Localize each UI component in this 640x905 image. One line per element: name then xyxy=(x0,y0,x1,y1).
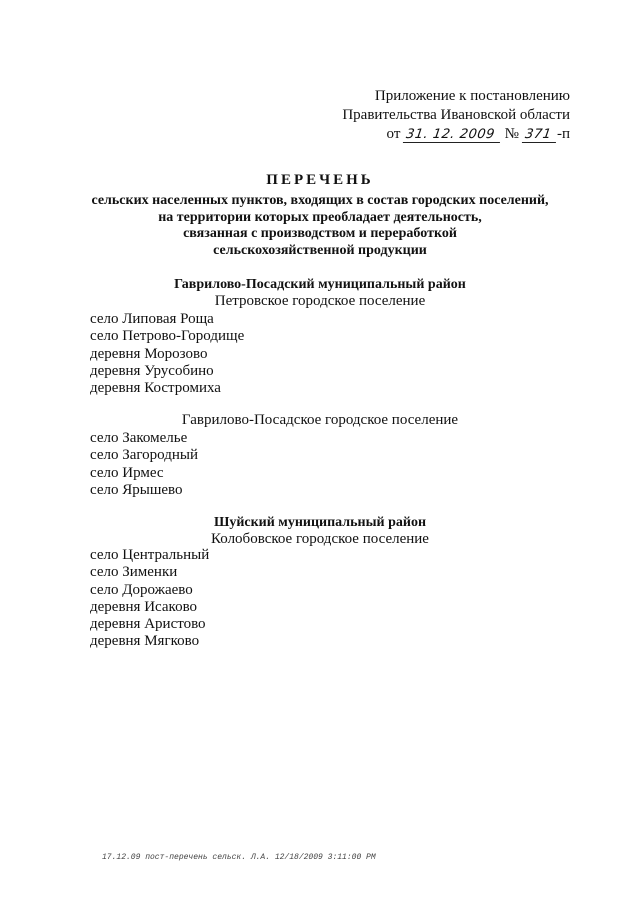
subtitle-line-4: сельскохозяйственной продукции xyxy=(213,242,427,258)
settlement-heading: Колобовское городское поселение xyxy=(211,531,429,547)
settlement-list xyxy=(90,547,209,651)
list-item: село Липовая Роща xyxy=(90,311,214,327)
print-footer: 17.12.09 пост-перечень сельск. Л.А. 12/18/2009 3:11:00 PM xyxy=(102,853,376,862)
subtitle-line-3: связанная с производством и переработкой xyxy=(183,226,457,241)
list-item: деревня Мягково xyxy=(90,633,200,650)
settlement-list xyxy=(90,430,198,499)
settlement-heading: Петровское городское поселение xyxy=(214,293,426,309)
list-item: деревня Урусобино xyxy=(90,362,214,379)
list-item: деревня Аристово xyxy=(90,616,206,633)
list-item: село Центральный xyxy=(90,547,210,563)
document-title: ПЕРЕЧЕНЬ xyxy=(266,172,374,188)
subtitle-line-1: сельских населенных пунктов, входящих в состав городских поселений, xyxy=(91,193,549,208)
list-item: село Зименки xyxy=(90,564,178,581)
list-item: село Загородный xyxy=(90,447,199,464)
number-suffix: -п xyxy=(556,126,570,142)
settlement-list xyxy=(90,311,244,397)
appendix-line-3 xyxy=(300,125,570,144)
list-item: деревня Морозово xyxy=(90,345,208,362)
document-subtitle xyxy=(60,193,580,259)
list-item: деревня Костромиха xyxy=(90,380,221,397)
list-item: село Ирмес xyxy=(90,464,164,481)
appendix-note xyxy=(300,87,570,144)
district-heading: Шуйский муниципальный район xyxy=(213,515,427,530)
list-item: село Ярышево xyxy=(90,481,183,498)
district-heading: Гаврилово-Посадский муниципальный район xyxy=(174,277,466,292)
appendix-line-1: Приложение к постановлению xyxy=(374,88,570,104)
handwritten-number: 371 xyxy=(522,127,559,143)
list-item: село Закомелье xyxy=(90,430,188,446)
number-label: № xyxy=(504,126,519,142)
list-item: село Петрово-Городище xyxy=(90,328,245,345)
subtitle-line-2: на территории которых преобладает деятельность, xyxy=(158,209,482,225)
from-label: от xyxy=(386,126,401,142)
appendix-line-2: Правительства Ивановской области xyxy=(342,107,570,123)
list-item: деревня Исаково xyxy=(90,598,198,615)
list-item: село Дорожаево xyxy=(90,581,193,598)
settlement-heading: Гаврилово-Посадское городское поселение xyxy=(181,412,459,428)
handwritten-date: 31. 12. 2009 xyxy=(403,127,502,143)
